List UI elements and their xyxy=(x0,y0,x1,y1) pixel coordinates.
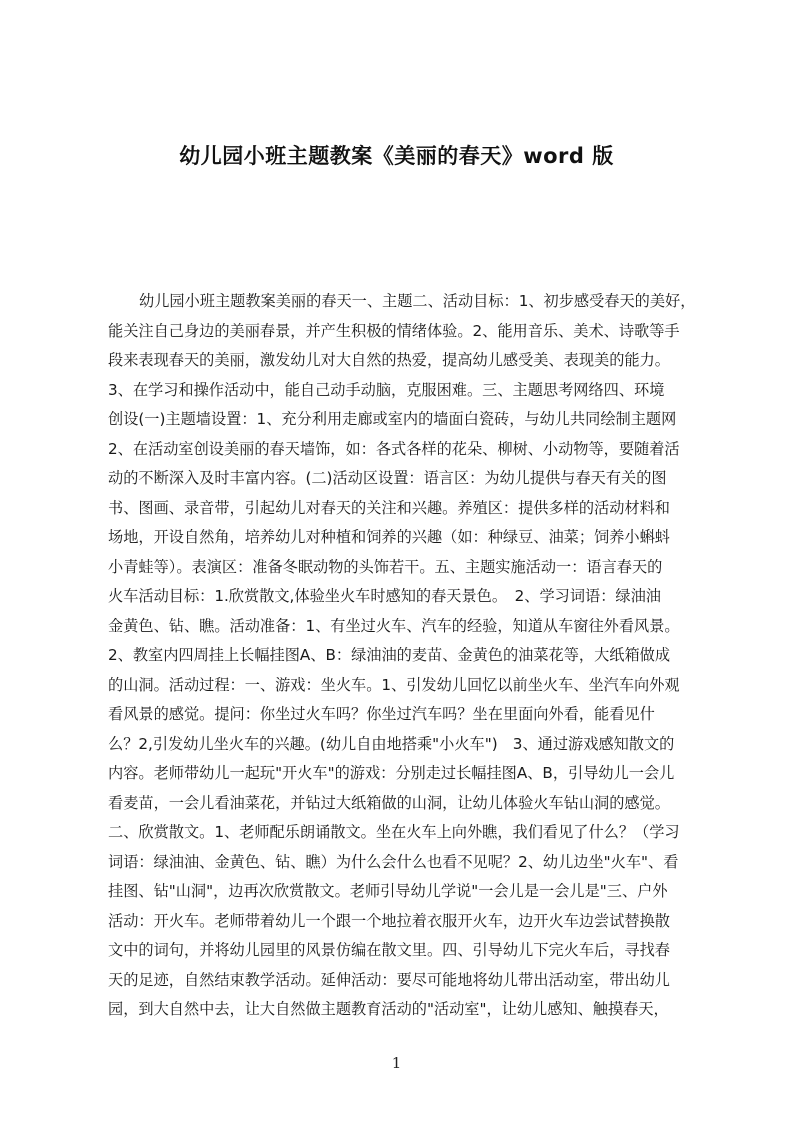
text-line: 火车活动目标：1.欣赏散文,体验坐火车时感知的春天景色。 2、学习词语：绿油油 xyxy=(108,587,661,605)
body-text xyxy=(108,287,699,1027)
text-line: 内容。老师带幼儿一起玩"开火车"的游戏：分别走过长幅挂图A、B，引导幼儿一会儿 xyxy=(108,764,675,782)
page-number: 1 xyxy=(391,1054,402,1072)
text-line: 园，到大自然中去，让大自然做主题教育活动的"活动室"，让幼儿感知、触摸春天， xyxy=(108,1000,669,1018)
text-line: 小青蛙等）。表演区：准备冬眠动物的头饰若干。五、主题实施活动一：语言春天的 xyxy=(108,557,663,576)
text-line: 看风景的感觉。提问：你坐过火车吗？你坐过汽车吗？坐在里面向外看，能看见什 xyxy=(108,705,655,723)
text-line: 二、欣赏散文。1、老师配乐朗诵散文。坐在火车上向外瞧，我们看见了什么？（学习 xyxy=(108,823,680,841)
text-line: 能关注自己身边的美丽春景，并产生积极的情绪体验。2、能用音乐、美术、诗歌等手 xyxy=(108,321,680,340)
text-line: 的山洞。活动过程：一、游戏：坐火车。1、引发幼儿回忆以前坐火车、坐汽车向外观 xyxy=(108,675,680,694)
text-line: 2、教室内四周挂上长幅挂图A、B：绿油油的麦苗、金黄色的油菜花等，大纸箱做成 xyxy=(108,646,671,664)
text-line xyxy=(108,1025,699,1028)
text-line: 场地，开设自然角，培养幼儿对种植和饲养的兴趣（如：种绿豆、油菜；饲养小蝌蚪 xyxy=(108,528,670,546)
text-line: 创设(一)主题墙设置：1、充分利用走廊或室内的墙面白瓷砖，与幼儿共同绘制主题网 xyxy=(108,410,677,428)
text-line: 3、在学习和操作活动中，能自己动手动脑，克服困难。三、主题思考网络四、环境 xyxy=(108,380,665,399)
text-line: 动的不断深入及时丰富内容。(二)活动区设置：语言区：为幼儿提供与春天有关的图 xyxy=(108,469,667,487)
text-line: 幼儿园小班主题教案美丽的春天一、主题二、活动目标：1、初步感受春天的美好， xyxy=(139,292,696,310)
text-line: 么？2,引发幼儿坐火车的兴趣。(幼儿自由地搭乘"小火车") 3、通过游戏感知散文的 xyxy=(108,734,675,753)
text-line: 金黄色、钻、瞧。活动准备：1、有坐过火车、汽车的经验，知道从车窗往外看风景。 xyxy=(108,616,680,635)
document-title: 幼儿园小班主题教案《美丽的春天》word 版 xyxy=(179,144,614,168)
text-line: 看麦苗，一会儿看油菜花，并钻过大纸箱做的山洞，让幼儿体验火车钻山洞的感觉。 xyxy=(108,793,670,812)
text-line: 段来表现春天的美丽，激发幼儿对大自然的热爱，提高幼儿感受美、表现美的能力。 xyxy=(108,351,670,369)
text-line: 词语：绿油油、金黄色、钻、瞧）为什么会什么也看不见呢？2、幼儿边坐"火车"、看 xyxy=(108,852,679,871)
text-line: 书、图画、录音带，引起幼儿对春天的关注和兴趣。养殖区：提供多样的活动材料和 xyxy=(108,498,670,517)
text-line: 文中的词句，并将幼儿园里的风景仿编在散文里。四、引导幼儿下完火车后，寻找春 xyxy=(108,941,670,959)
text-line: 活动：开火车。老师带着幼儿一个跟一个地拉着衣服开火车，边开火车边尝试替换散 xyxy=(108,911,670,930)
text-line: 挂图、钻"山洞"，边再次欣赏散文。老师引导幼儿学说"一会儿是一会儿是"三、户外 xyxy=(108,882,668,900)
text-line: 2、在活动室创设美丽的春天墙饰，如：各式各样的花朵、柳树、小动物等，要随着活 xyxy=(108,439,680,458)
text-line: 天的足迹，自然结束教学活动。延伸活动：要尽可能地将幼儿带出活动室，带出幼儿 xyxy=(108,970,670,989)
